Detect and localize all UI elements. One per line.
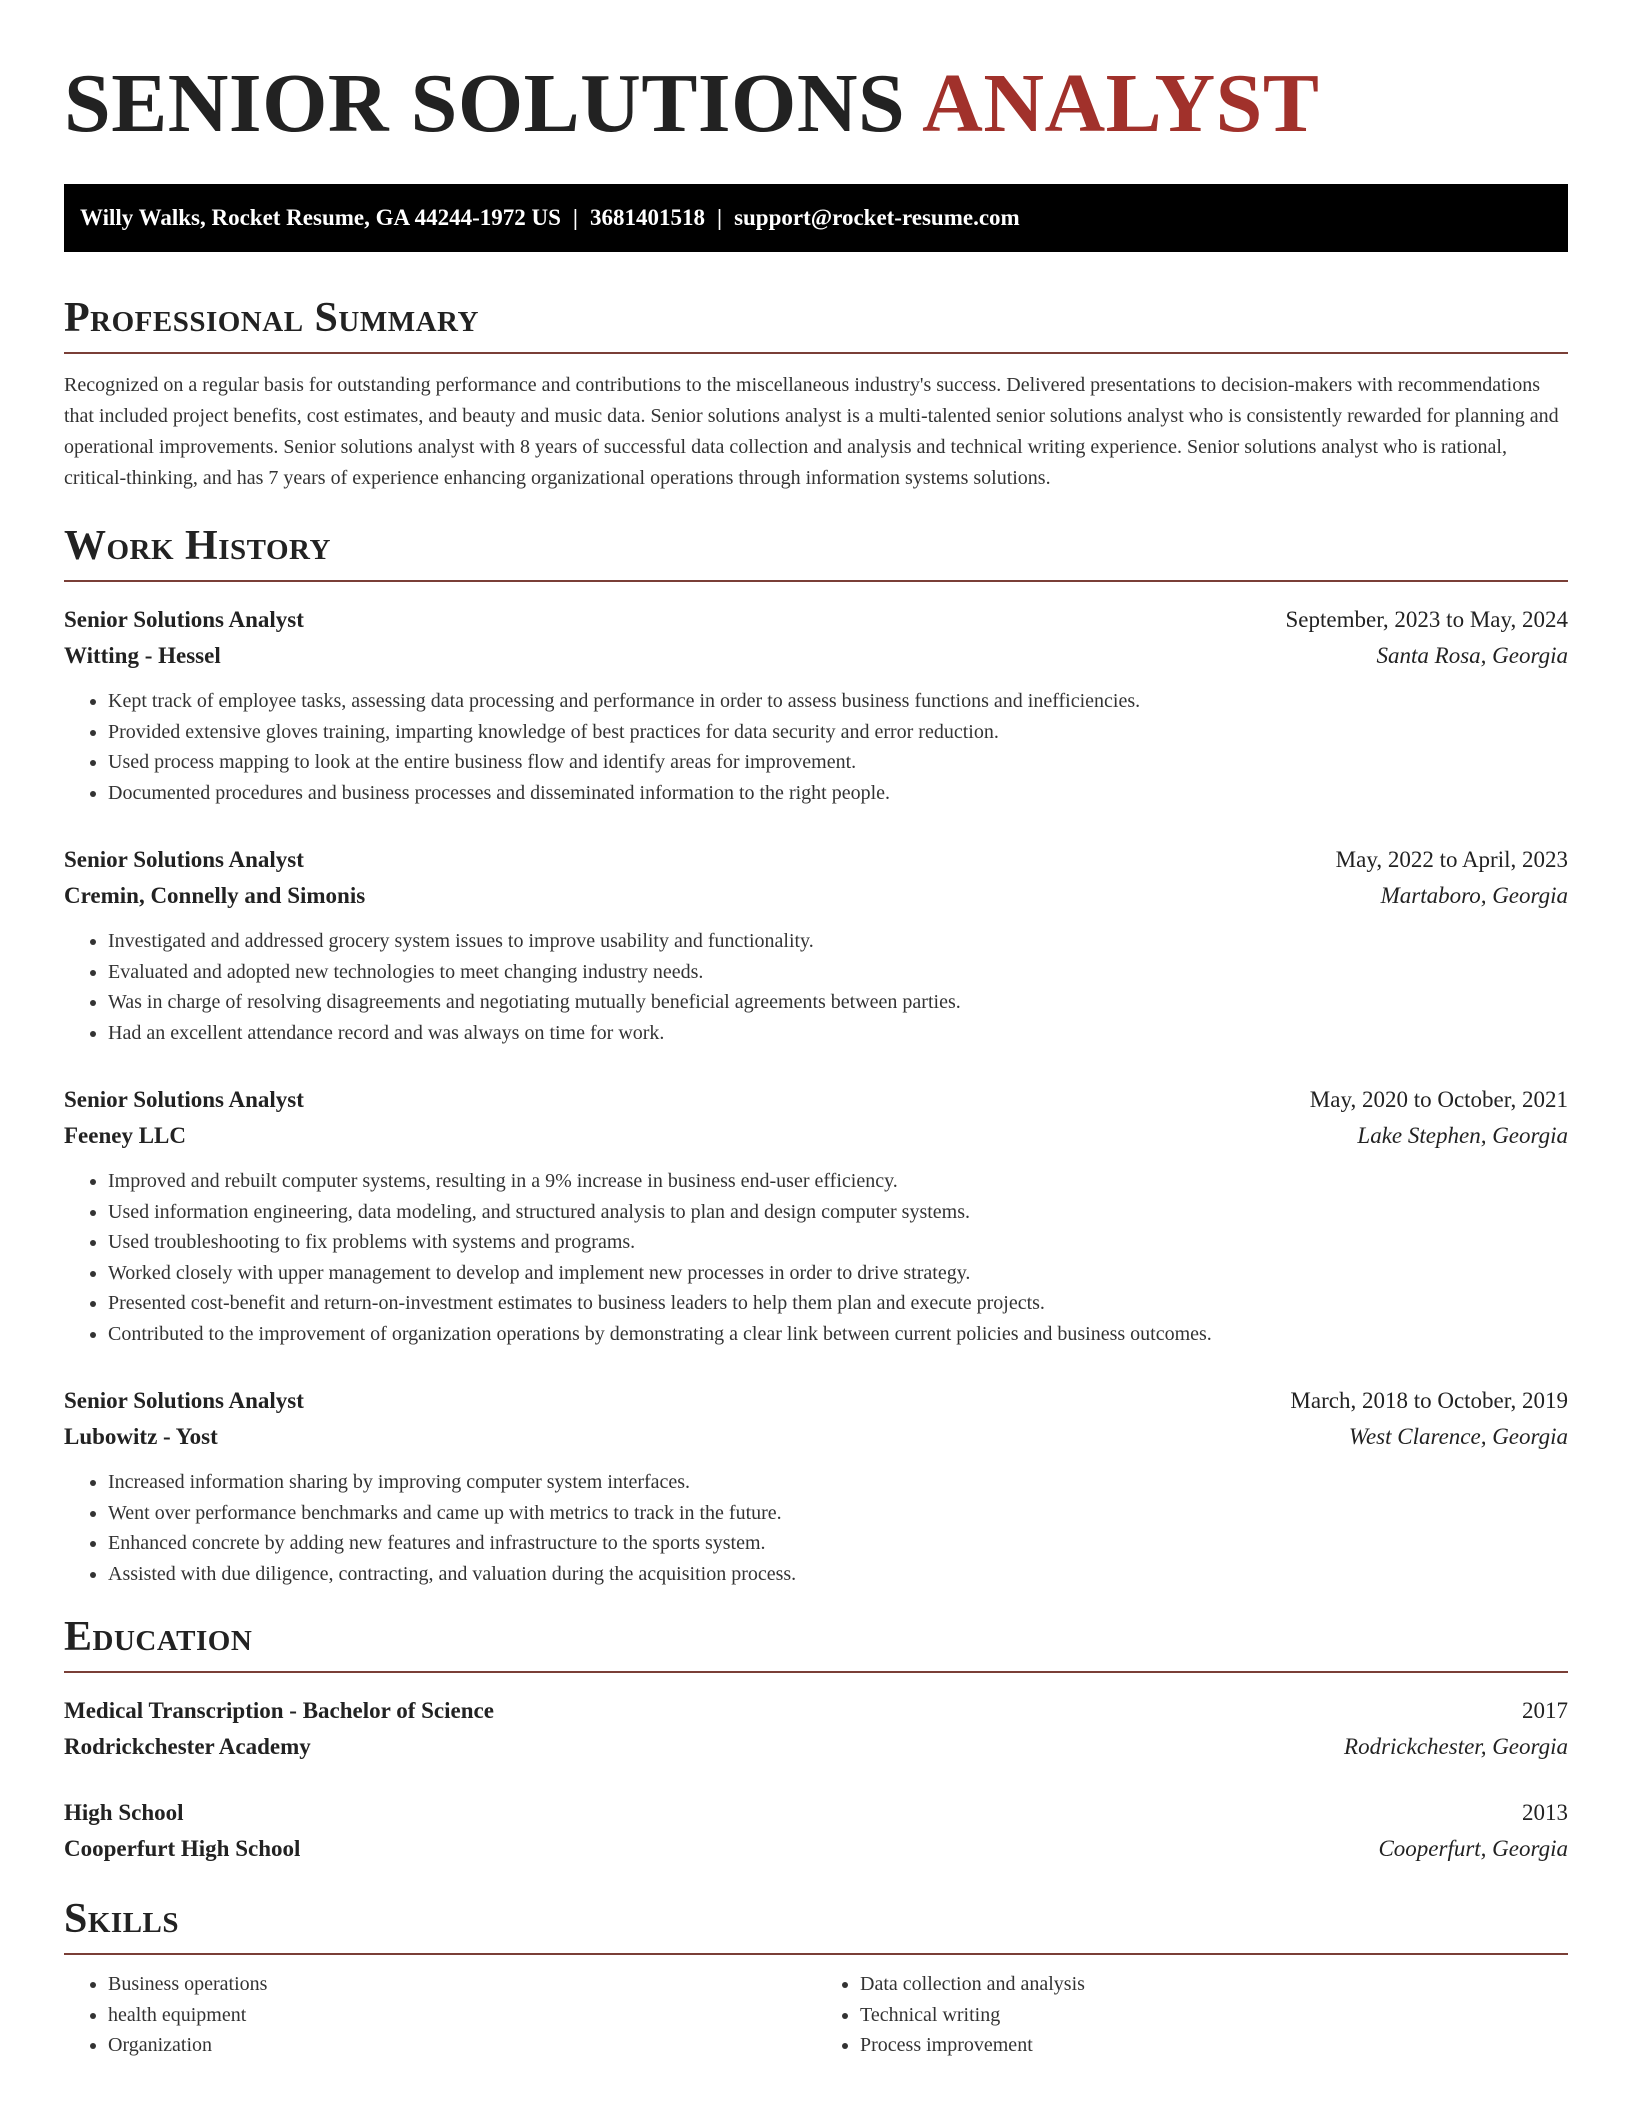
work-heading: Work History <box>64 523 331 569</box>
list-item: • Presented cost-benefit and return-on-investment estimates to business leaders to help them plan and execute projects. <box>108 1288 1568 1319</box>
job-entry <box>64 1082 1568 1349</box>
job-location: Martaboro, Georgia <box>1380 883 1568 908</box>
job-location: Santa Rosa, Georgia <box>1376 643 1568 668</box>
list-item: • Worked closely with upper management to develop and implement new processes in order to drive strategy. <box>108 1258 1568 1289</box>
job-dates: September, 2023 to May, 2024 <box>1285 607 1568 632</box>
job-dates: May, 2022 to April, 2023 <box>1335 847 1568 872</box>
job-title: Senior Solutions Analyst <box>64 1388 304 1413</box>
job-header-row <box>64 1383 1568 1419</box>
list-item: • Went over performance benchmarks and came up with metrics to track in the future. <box>108 1498 1568 1529</box>
education-heading: Education <box>64 1614 253 1660</box>
list-item: • Used information engineering, data modeling, and structured analysis to plan and design computer systems. <box>108 1197 1568 1228</box>
contact-email[interactable]: support@rocket-resume.com <box>734 205 1020 230</box>
job-location: West Clarence, Georgia <box>1348 1424 1568 1449</box>
education-year: 2017 <box>1522 1698 1568 1723</box>
job-header-row <box>64 602 1568 638</box>
skills-columns <box>64 1969 1568 2061</box>
title-accent: ANALYST <box>922 57 1320 150</box>
job-bullets <box>64 1166 1568 1349</box>
job-company-row <box>64 1118 1568 1154</box>
job-company-row <box>64 878 1568 914</box>
contact-phone: 3681401518 <box>589 205 705 230</box>
job-bullets <box>64 686 1568 808</box>
education-school-row <box>64 1729 1568 1765</box>
job-entry <box>64 842 1568 1048</box>
job-bullets <box>64 926 1568 1048</box>
list-item: • Used process mapping to look at the entire business flow and identify areas for improvement. <box>108 747 1568 778</box>
list-item: • Increased information sharing by improving computer system interfaces. <box>108 1467 1568 1498</box>
education-section <box>64 1611 1568 1867</box>
section-divider <box>64 1671 1568 1673</box>
skills-section <box>64 1893 1568 2061</box>
title-main: SENIOR SOLUTIONS <box>64 57 906 150</box>
job-title: Senior Solutions Analyst <box>64 847 304 872</box>
job-title: Senior Solutions Analyst <box>64 1087 304 1112</box>
list-item: • Provided extensive gloves training, imparting knowledge of best practices for data security and error reduction. <box>108 717 1568 748</box>
skills-list-right <box>816 1969 1568 2061</box>
list-item: • Had an excellent attendance record and was always on time for work. <box>108 1018 1568 1049</box>
education-entry <box>64 1693 1568 1765</box>
skill-item: • Data collection and analysis <box>860 1969 1568 2000</box>
education-header-row <box>64 1693 1568 1729</box>
job-company: Cremin, Connelly and Simonis <box>64 883 366 908</box>
list-item: • Kept track of employee tasks, assessing data processing and performance in order to assess business functions and inefficiencies. <box>108 686 1568 717</box>
job-header-row <box>64 1082 1568 1118</box>
job-company-row <box>64 1419 1568 1455</box>
list-item: • Was in charge of resolving disagreements and negotiating mutually beneficial agreements between parties. <box>108 987 1568 1018</box>
section-divider <box>64 352 1568 354</box>
education-degree: High School <box>64 1800 184 1825</box>
job-dates: March, 2018 to October, 2019 <box>1290 1388 1568 1413</box>
list-item: • Improved and rebuilt computer systems, resulting in a 9% increase in business end-user efficiency. <box>108 1166 1568 1197</box>
job-company: Feeney LLC <box>64 1123 187 1148</box>
education-school: Cooperfurt High School <box>64 1836 301 1861</box>
education-year: 2013 <box>1522 1800 1568 1825</box>
skills-list-left <box>64 1969 816 2061</box>
education-header-row <box>64 1795 1568 1831</box>
job-bullets <box>64 1467 1568 1589</box>
list-item: • Contributed to the improvement of organization operations by demonstrating a clear link between current policies and business outcomes. <box>108 1319 1568 1350</box>
job-entry <box>64 602 1568 808</box>
job-dates: May, 2020 to October, 2021 <box>1309 1087 1568 1112</box>
job-list <box>64 602 1568 1589</box>
contact-address: Willy Walks, Rocket Resume, GA 44244-1972 US <box>80 205 561 230</box>
skills-heading: Skills <box>64 1896 180 1942</box>
skill-item: • Business operations <box>108 1969 816 2000</box>
work-section <box>64 520 1568 1589</box>
summary-text: Recognized on a regular basis for outstanding performance and contributions to the miscellaneous industry's success. Delivered presentations to decision-makers with recommendations that included project benefits, cost estimates, and beauty and music data. Senior solutions analyst is a multi-talented senior solutions analyst who is consistently rewarded for planning and operational improvements. Senior solutions analyst with 8 years of successful data collection and analysis and technical writing experience. Senior solutions analyst who is rational, critical-thinking, and has 7 years of experience enhancing organizational operations through information systems solutions. <box>64 374 1559 489</box>
skill-item: • health equipment <box>108 2000 816 2031</box>
job-company: Lubowitz - Yost <box>64 1424 218 1449</box>
list-item: • Documented procedures and business processes and disseminated information to the right people. <box>108 778 1568 809</box>
list-item: • Used troubleshooting to fix problems with systems and programs. <box>108 1227 1568 1258</box>
summary-section <box>64 292 1568 494</box>
contact-separator: | <box>716 205 723 230</box>
education-degree: Medical Transcription - Bachelor of Science <box>64 1698 494 1723</box>
education-school-row <box>64 1831 1568 1867</box>
section-divider <box>64 1953 1568 1955</box>
job-title: Senior Solutions Analyst <box>64 607 304 632</box>
contact-separator: | <box>572 205 578 230</box>
list-item: • Enhanced concrete by adding new features and infrastructure to the sports system. <box>108 1528 1568 1559</box>
education-location: Rodrickchester, Georgia <box>1344 1734 1568 1759</box>
education-entry <box>64 1795 1568 1867</box>
job-header-row <box>64 842 1568 878</box>
job-entry <box>64 1383 1568 1589</box>
skill-item: • Organization <box>108 2030 816 2061</box>
list-item: • Investigated and addressed grocery system issues to improve usability and functionality. <box>108 926 1568 957</box>
education-list <box>64 1693 1568 1867</box>
contact-bar <box>64 184 1568 252</box>
section-divider <box>64 580 1568 582</box>
education-school: Rodrickchester Academy <box>64 1734 311 1759</box>
skill-item: • Technical writing <box>860 2000 1568 2031</box>
job-location: Lake Stephen, Georgia <box>1357 1123 1568 1148</box>
education-location: Cooperfurt, Georgia <box>1378 1836 1568 1861</box>
job-company: Witting - Hessel <box>64 643 221 668</box>
job-company-row <box>64 638 1568 674</box>
list-item: • Evaluated and adopted new technologies to meet changing industry needs. <box>108 957 1568 988</box>
list-item: • Assisted with due diligence, contracting, and valuation during the acquisition process. <box>108 1559 1568 1590</box>
resume-title <box>64 0 1568 150</box>
skill-item: • Process improvement <box>860 2030 1568 2061</box>
summary-heading: Professional Summary <box>64 295 479 341</box>
